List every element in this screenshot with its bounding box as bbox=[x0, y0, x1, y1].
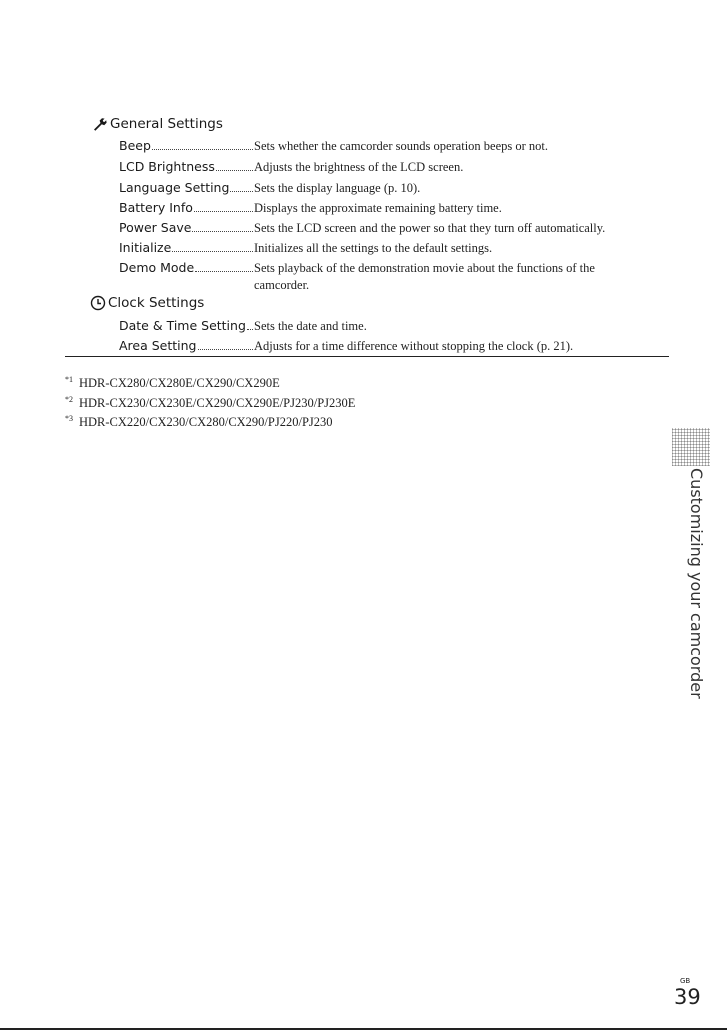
setting-desc: Sets the LCD screen and the power so that they turn off automatically. bbox=[254, 221, 606, 235]
setting-row-power-save bbox=[119, 219, 679, 237]
setting-name: Initialize bbox=[119, 240, 172, 255]
section-divider bbox=[65, 356, 669, 357]
footnote-text: HDR-CX220/CX230/CX280/CX290/PJ220/PJ230 bbox=[79, 415, 333, 429]
footnote bbox=[65, 391, 355, 412]
setting-name: Area Setting bbox=[119, 338, 197, 353]
setting-name: Beep bbox=[119, 138, 151, 153]
setting-row-date-time bbox=[119, 317, 679, 335]
setting-desc: Displays the approximate remaining battery time. bbox=[254, 201, 502, 215]
footnote-mark: *1 bbox=[65, 375, 73, 384]
footnote-mark: *2 bbox=[65, 395, 73, 404]
setting-desc: Sets the date and time. bbox=[254, 319, 367, 333]
region-code: GB bbox=[680, 977, 691, 985]
setting-desc: Sets playback of the demonstration movie about the functions of the bbox=[254, 261, 595, 275]
page-number: 39 bbox=[674, 985, 701, 1009]
setting-name: Language Setting bbox=[119, 180, 230, 195]
setting-desc-continued: camcorder. bbox=[254, 278, 310, 292]
setting-name: LCD Brightness bbox=[119, 159, 215, 174]
setting-name: Date & Time Setting bbox=[119, 318, 246, 333]
footnote-text: HDR-CX230/CX230E/CX290/CX290E/PJ230/PJ230E bbox=[79, 396, 356, 410]
side-tab-label: Customizing your camcorder bbox=[687, 468, 706, 699]
setting-desc: Adjusts for a time difference without stopping the clock (p. 21). bbox=[254, 339, 574, 353]
setting-desc: Adjusts the brightness of the LCD screen. bbox=[254, 160, 464, 174]
setting-row-language bbox=[119, 179, 679, 197]
footnote bbox=[65, 410, 333, 431]
setting-name: Battery Info bbox=[119, 200, 193, 215]
setting-name: Demo Mode bbox=[119, 260, 195, 275]
setting-row-initialize bbox=[119, 239, 679, 257]
footnote-mark: *3 bbox=[65, 414, 73, 423]
wrench-icon bbox=[92, 116, 108, 132]
setting-desc: Initializes all the settings to the default settings. bbox=[254, 241, 493, 255]
setting-row-area bbox=[119, 337, 679, 355]
clock-settings-title: Clock Settings bbox=[108, 295, 205, 311]
setting-row-lcd-brightness bbox=[119, 158, 679, 176]
general-settings-heading bbox=[92, 116, 223, 132]
side-tab-marker bbox=[672, 428, 710, 466]
clock-icon bbox=[90, 295, 106, 311]
setting-row-battery-info bbox=[119, 199, 679, 217]
setting-desc: Sets the display language (p. 10). bbox=[254, 181, 421, 195]
footnote bbox=[65, 371, 280, 392]
general-settings-title: General Settings bbox=[110, 116, 223, 132]
setting-row-beep bbox=[119, 137, 679, 155]
footnote-text: HDR-CX280/CX280E/CX290/CX290E bbox=[79, 376, 280, 390]
setting-row-demo-mode bbox=[119, 259, 679, 277]
setting-desc: Sets whether the camcorder sounds operation beeps or not. bbox=[254, 139, 549, 153]
page-bottom-border bbox=[0, 1028, 727, 1030]
clock-settings-heading bbox=[90, 295, 204, 311]
setting-name: Power Save bbox=[119, 220, 192, 235]
